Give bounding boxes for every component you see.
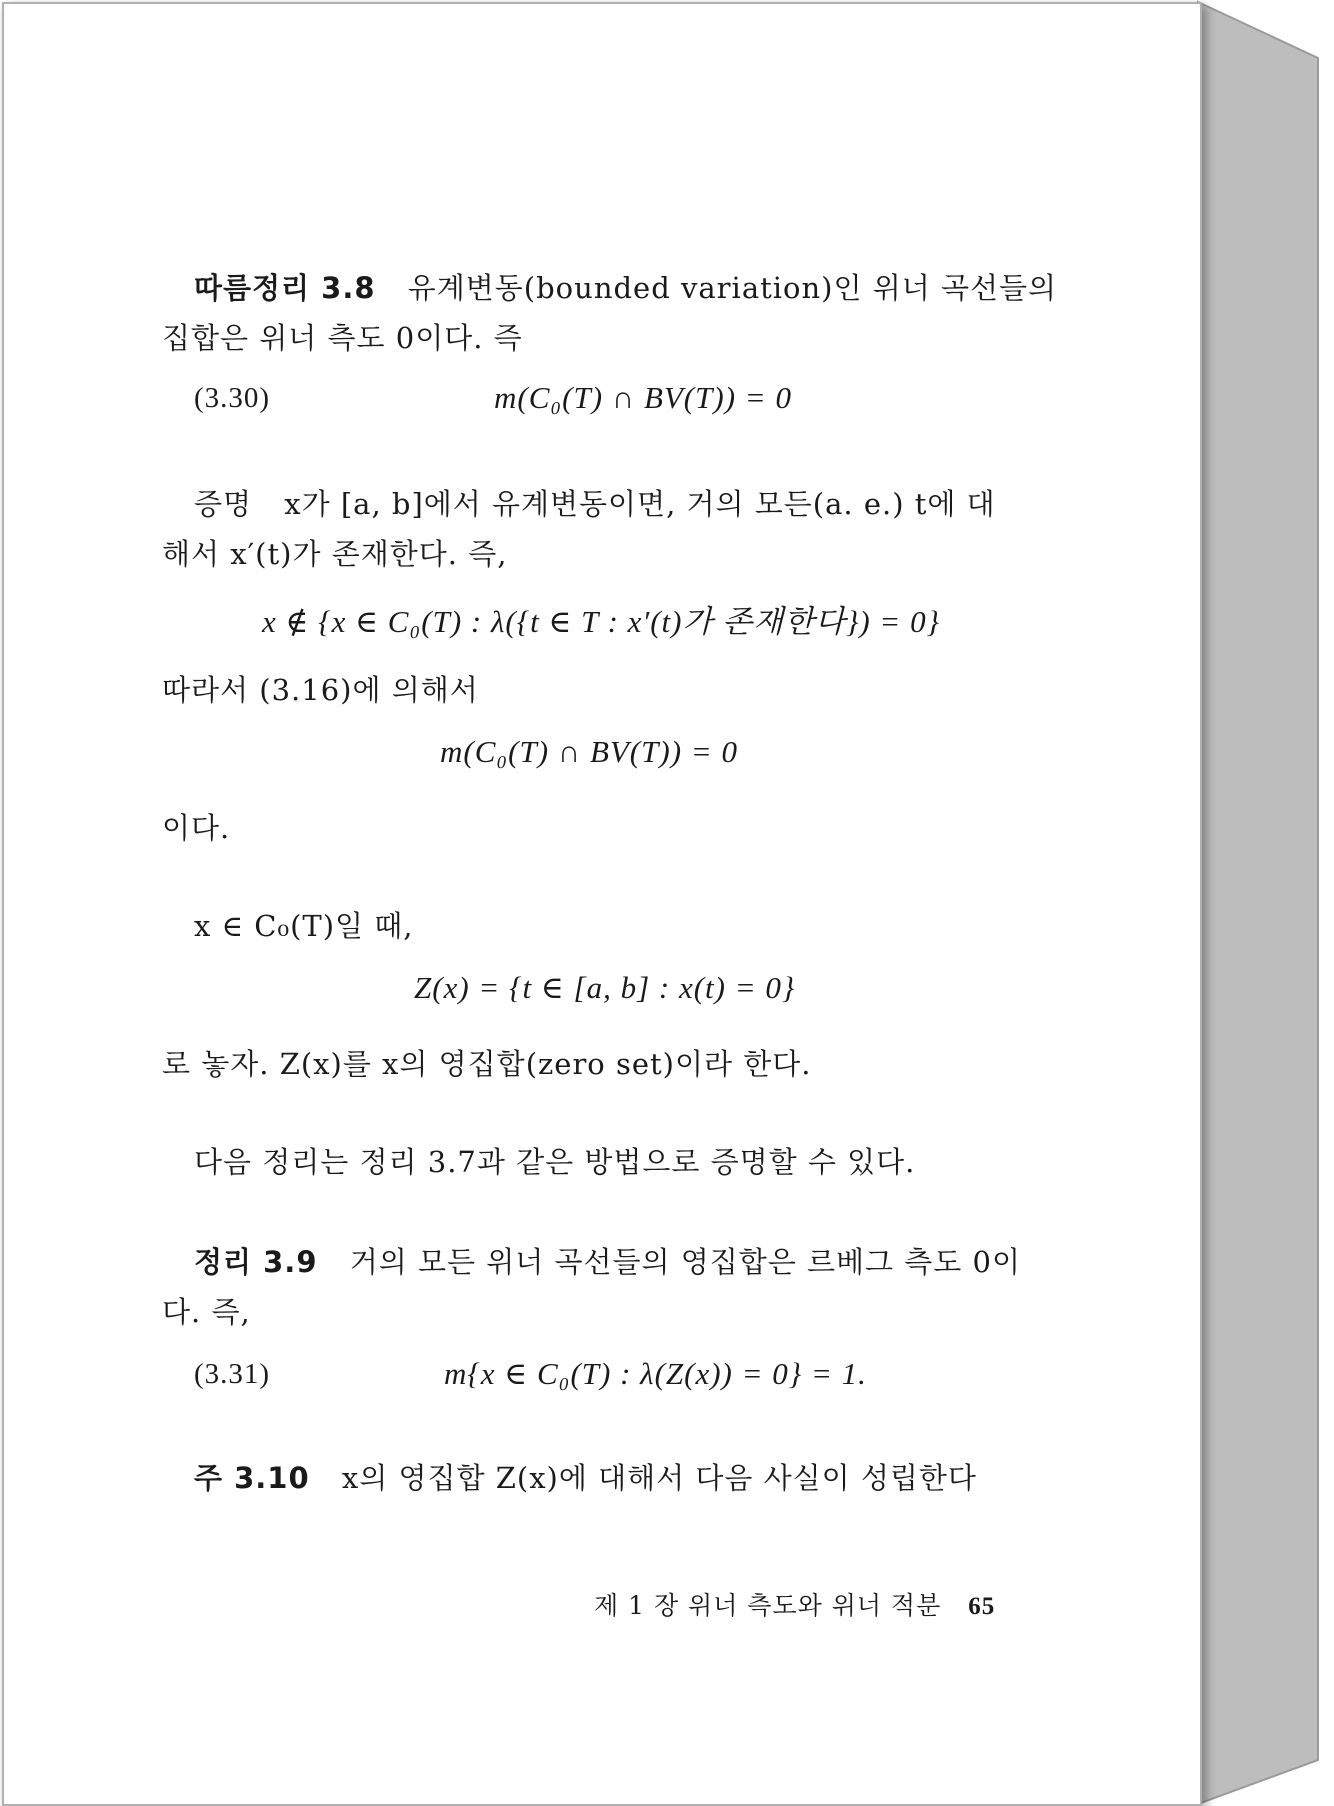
proof-text1: x가 [a, b]에서 유계변동이면, 거의 모든(a. e.) t에 대 [284,487,996,521]
remark-3-10-text1: x의 영집합 Z(x)에 대해서 다음 사실이 성립한다 [341,1461,977,1495]
corollary-3-8-text1: 유계변동(bounded variation)인 위너 곡선들의 [407,271,1058,305]
proof-line1 [194,482,996,523]
corollary-3-8-label: 따름정리 3.8 [194,271,376,305]
equation-number-3-31: (3.31) [194,1358,271,1390]
theorem-3-9-text1: 거의 모든 위너 곡선들의 영집합은 르베그 측도 0이 [349,1245,1021,1279]
proof-equation-2: m(C₀(T) ∩ BV(T)) = 0 [440,734,738,769]
corollary-3-8-line2: 집합은 위너 측도 0이다. 즉 [162,321,523,355]
proof-line4: 이다. [162,811,231,845]
equation-number-3-30: (3.30) [194,382,271,414]
proof-line3: 따라서 (3.16)에 의해서 [162,673,479,707]
zero-set-equation: Z(x) = {t ∈ [a, b] : x(t) = 0} [414,970,796,1005]
proof-equation-1: x ∉ {x ∈ C₀(T) : λ({t ∈ T : x′(t)가 존재한다}) = 0} [262,604,941,639]
remark-3-10-label: 주 3.10 [194,1461,310,1495]
proof-line2: 해서 x′(t)가 존재한다. 즉, [162,537,508,571]
equation-3-30: m(C₀(T) ∩ BV(T)) = 0 [494,380,792,415]
theorem-3-9-label: 정리 3.9 [194,1245,318,1279]
book-page [2,2,1202,1806]
theorem-3-9-line1 [194,1240,1021,1281]
corollary-3-8-line1 [194,266,1057,307]
zero-set-line2: 로 놓자. Z(x)를 x의 영집합(zero set)이라 한다. [162,1047,812,1081]
page-footer [594,1586,995,1622]
proof-label: 증명 [194,487,253,521]
next-theorem-intro: 다음 정리는 정리 3.7과 같은 방법으로 증명할 수 있다. [194,1145,916,1179]
remark-3-10-line1 [194,1456,977,1497]
equation-3-31: m{x ∈ C₀(T) : λ(Z(x)) = 0} = 1. [444,1356,867,1391]
chapter-title: 제 1 장 위너 측도와 위너 적분 [594,1591,942,1620]
theorem-3-9-line2: 다. 즉, [162,1295,251,1329]
zero-set-line1: x ∈ C₀(T)일 때, [194,909,414,943]
page-number: 65 [968,1593,996,1620]
